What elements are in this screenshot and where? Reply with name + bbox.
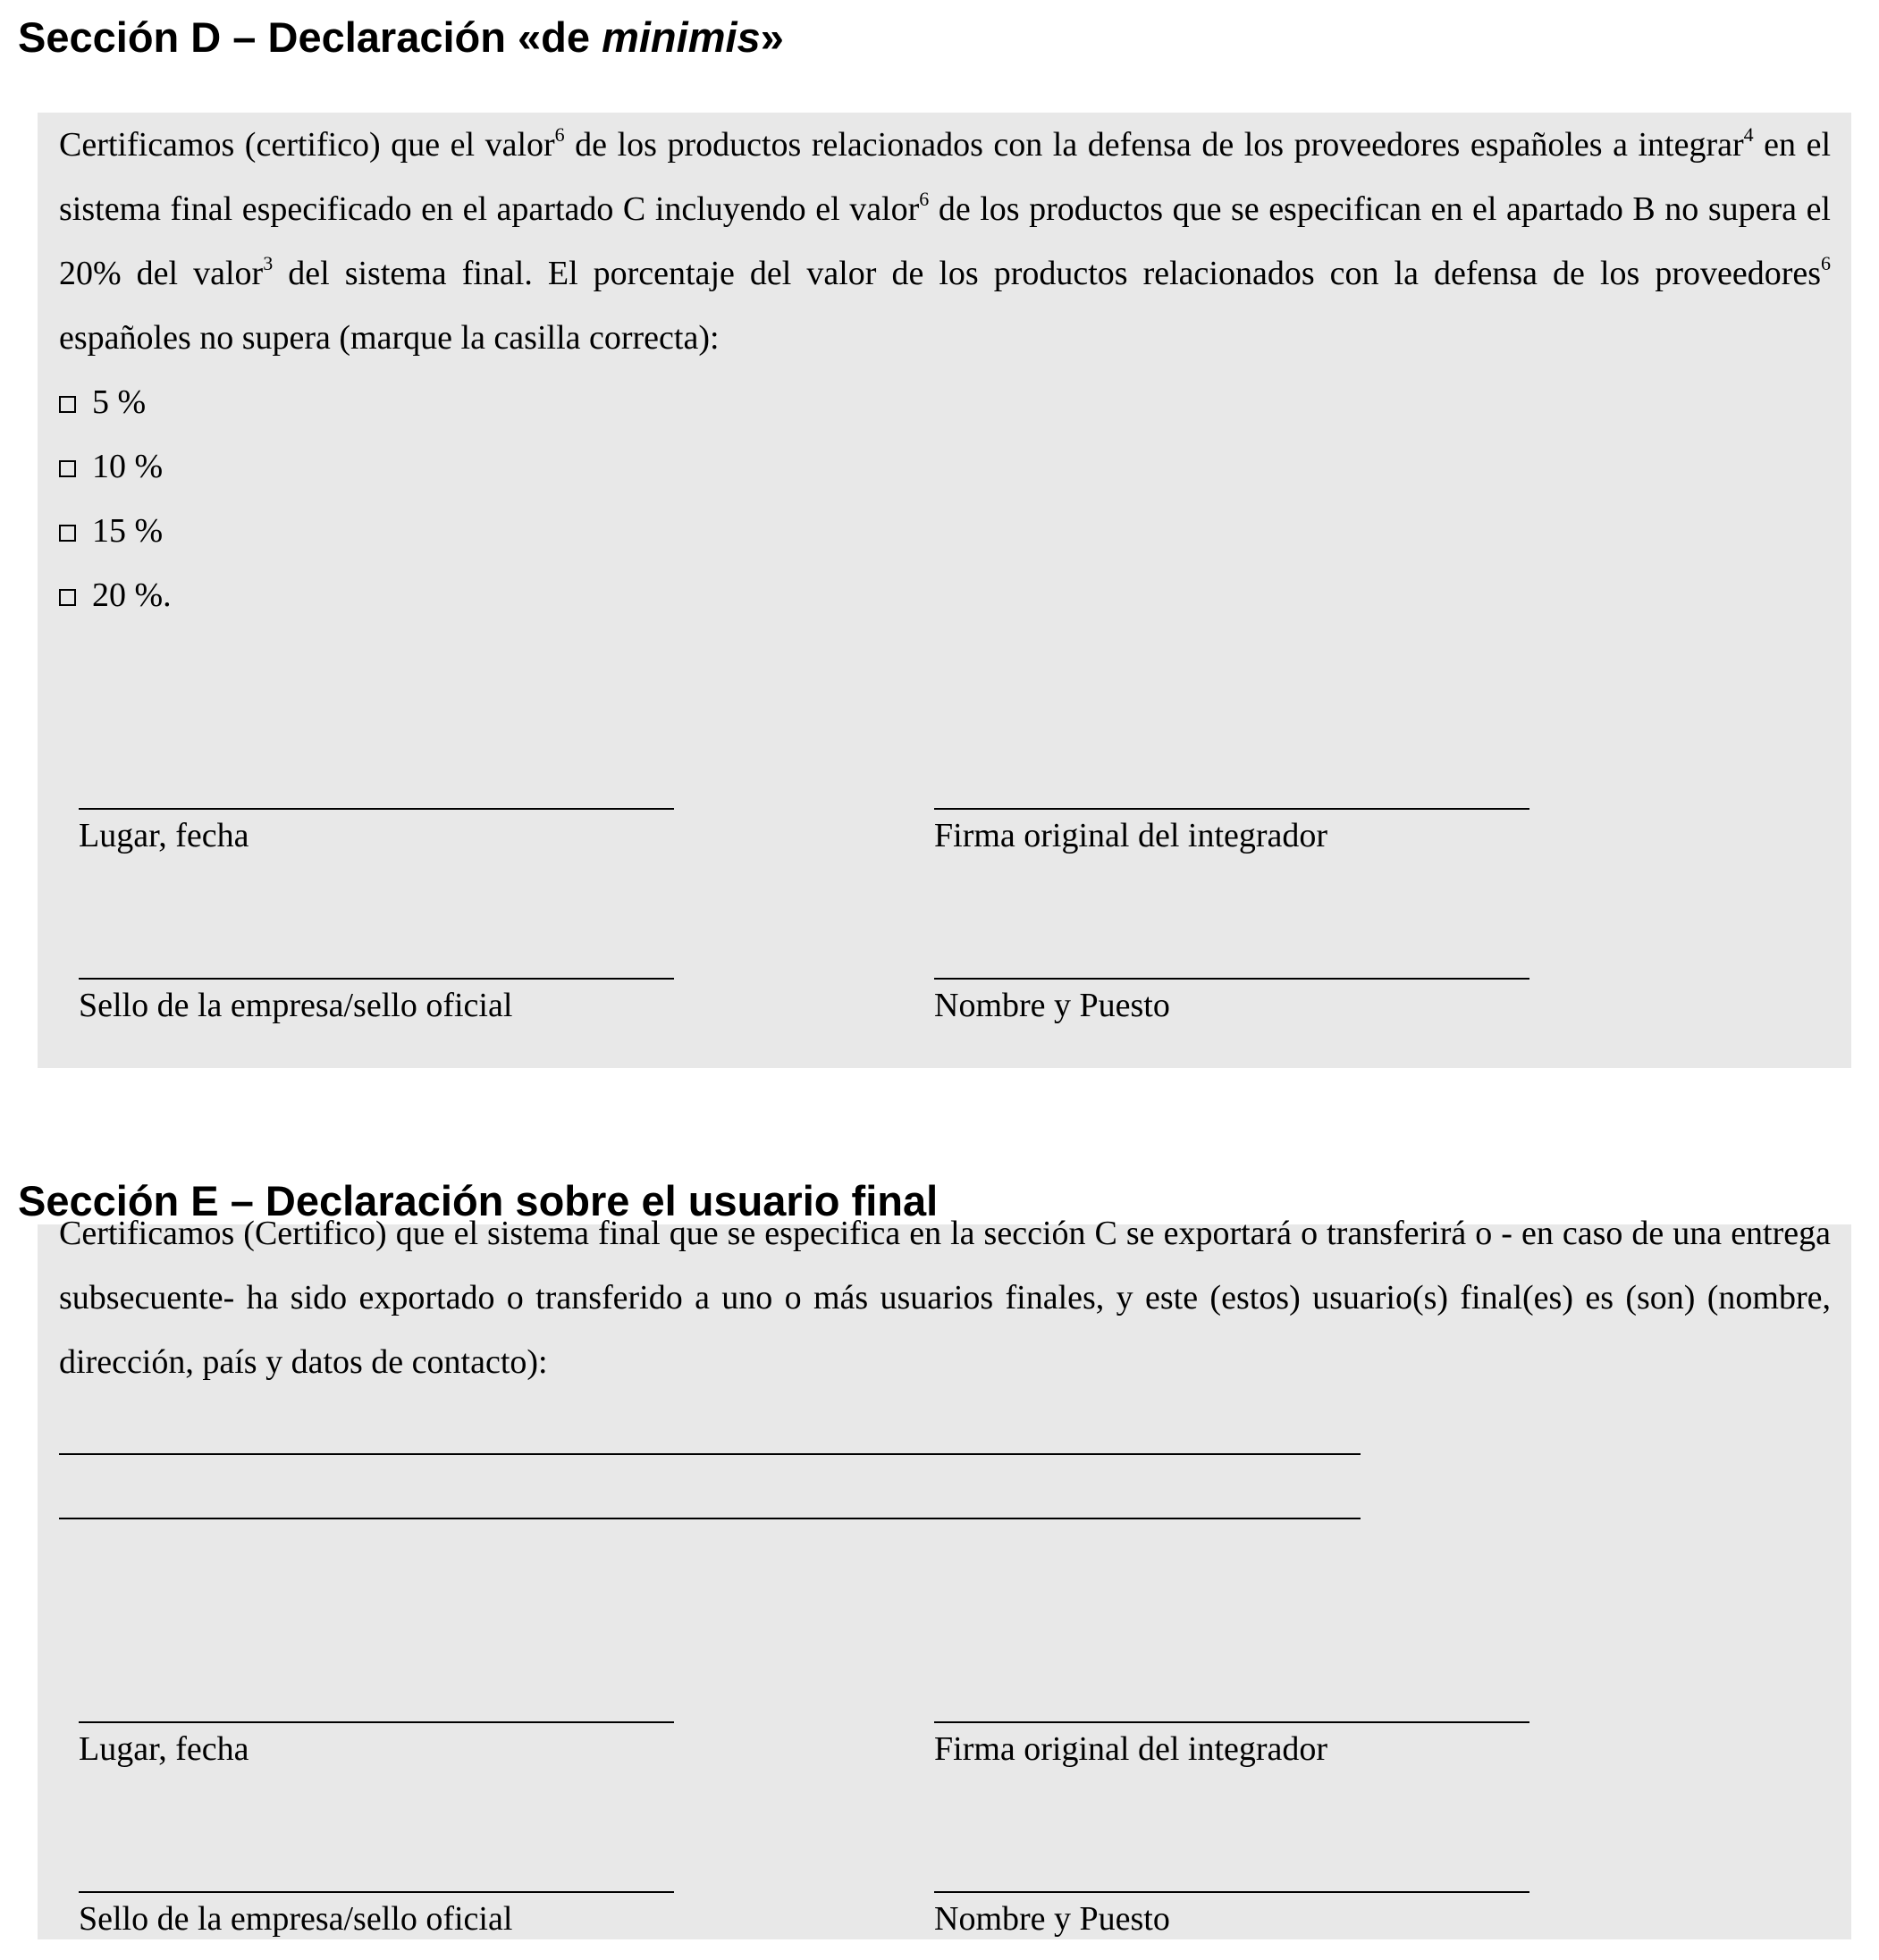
end-user-line-2[interactable] bbox=[59, 1518, 1361, 1519]
footnote-ref: 3 bbox=[263, 252, 274, 274]
name-position-line[interactable] bbox=[934, 1891, 1529, 1893]
option-label: 5 % bbox=[92, 383, 147, 421]
end-user-line-1[interactable] bbox=[59, 1453, 1361, 1455]
stamp-label: Sello de la empresa/sello oficial bbox=[79, 1900, 513, 1938]
checkbox-icon[interactable] bbox=[59, 460, 76, 477]
place-date-label: Lugar, fecha bbox=[79, 1730, 249, 1768]
option-15-percent[interactable] bbox=[59, 499, 172, 563]
paragraph-text: de los productos que se especifican en el apartado B no supera el 20% del valor bbox=[59, 190, 1831, 292]
stamp-label: Sello de la empresa/sello oficial bbox=[79, 987, 513, 1024]
section-d-title-suffix: » bbox=[760, 13, 784, 61]
name-position-line[interactable] bbox=[934, 978, 1529, 980]
option-label: 20 %. bbox=[92, 576, 172, 614]
paragraph-text: de los productos relacionados con la defensa de los proveedores españoles a integrar bbox=[564, 126, 1744, 164]
paragraph-text: del sistema final. El porcentaje del valor de los productos relacionados con la defensa de los proveedores bbox=[273, 255, 1822, 292]
stamp-line[interactable] bbox=[79, 1891, 674, 1893]
name-position-label: Nombre y Puesto bbox=[934, 1900, 1170, 1938]
section-d-title bbox=[18, 13, 784, 61]
option-10-percent[interactable] bbox=[59, 434, 172, 499]
place-date-line[interactable] bbox=[79, 1721, 674, 1723]
section-d-title-prefix: Sección D – Declaración «de bbox=[18, 13, 602, 61]
place-date-line[interactable] bbox=[79, 808, 674, 810]
signature-line[interactable] bbox=[934, 808, 1529, 810]
checkbox-icon[interactable] bbox=[59, 589, 76, 606]
option-20-percent[interactable] bbox=[59, 563, 172, 627]
signature-line[interactable] bbox=[934, 1721, 1529, 1723]
option-5-percent[interactable] bbox=[59, 370, 172, 434]
paragraph-text: en el sistema final especificado en el apartado C incluyendo el valor bbox=[59, 126, 1832, 228]
checkbox-icon[interactable] bbox=[59, 525, 76, 542]
signature-label: Firma original del integrador bbox=[934, 817, 1328, 854]
section-e-title: Sección E – Declaración sobre el usuario final bbox=[18, 1177, 939, 1224]
footnote-ref: 6 bbox=[554, 123, 565, 146]
name-position-label: Nombre y Puesto bbox=[934, 987, 1170, 1024]
option-label: 10 % bbox=[92, 448, 164, 485]
footnote-ref: 6 bbox=[919, 188, 930, 210]
checkbox-icon[interactable] bbox=[59, 396, 76, 413]
footnote-ref: 4 bbox=[1743, 123, 1754, 146]
section-e-panel bbox=[38, 1215, 1851, 1939]
section-d-title-italic: minimis bbox=[602, 13, 761, 61]
paragraph-text: Certificamos (certifico) que el valor bbox=[59, 126, 555, 164]
section-d-panel bbox=[38, 113, 1851, 1068]
section-e-paragraph: Certificamos (Certifico) que el sistema final que se especifica en la sección C se exportará o transferirá o - en caso de una entrega subsecuente- ha sido exportado o transferido a uno o más usuarios finales, y este (estos) usuario(s) final(es) es (son) (nombre, dirección, país y datos de contacto): bbox=[59, 1215, 1831, 1381]
footnote-ref: 6 bbox=[1821, 252, 1832, 274]
section-d-paragraph bbox=[59, 113, 1831, 370]
option-label: 15 % bbox=[92, 512, 164, 550]
place-date-label: Lugar, fecha bbox=[79, 817, 249, 854]
percentage-options bbox=[59, 370, 172, 627]
paragraph-text: españoles no supera (marque la casilla correcta): bbox=[59, 319, 720, 357]
stamp-line[interactable] bbox=[79, 978, 674, 980]
signature-label: Firma original del integrador bbox=[934, 1730, 1328, 1768]
